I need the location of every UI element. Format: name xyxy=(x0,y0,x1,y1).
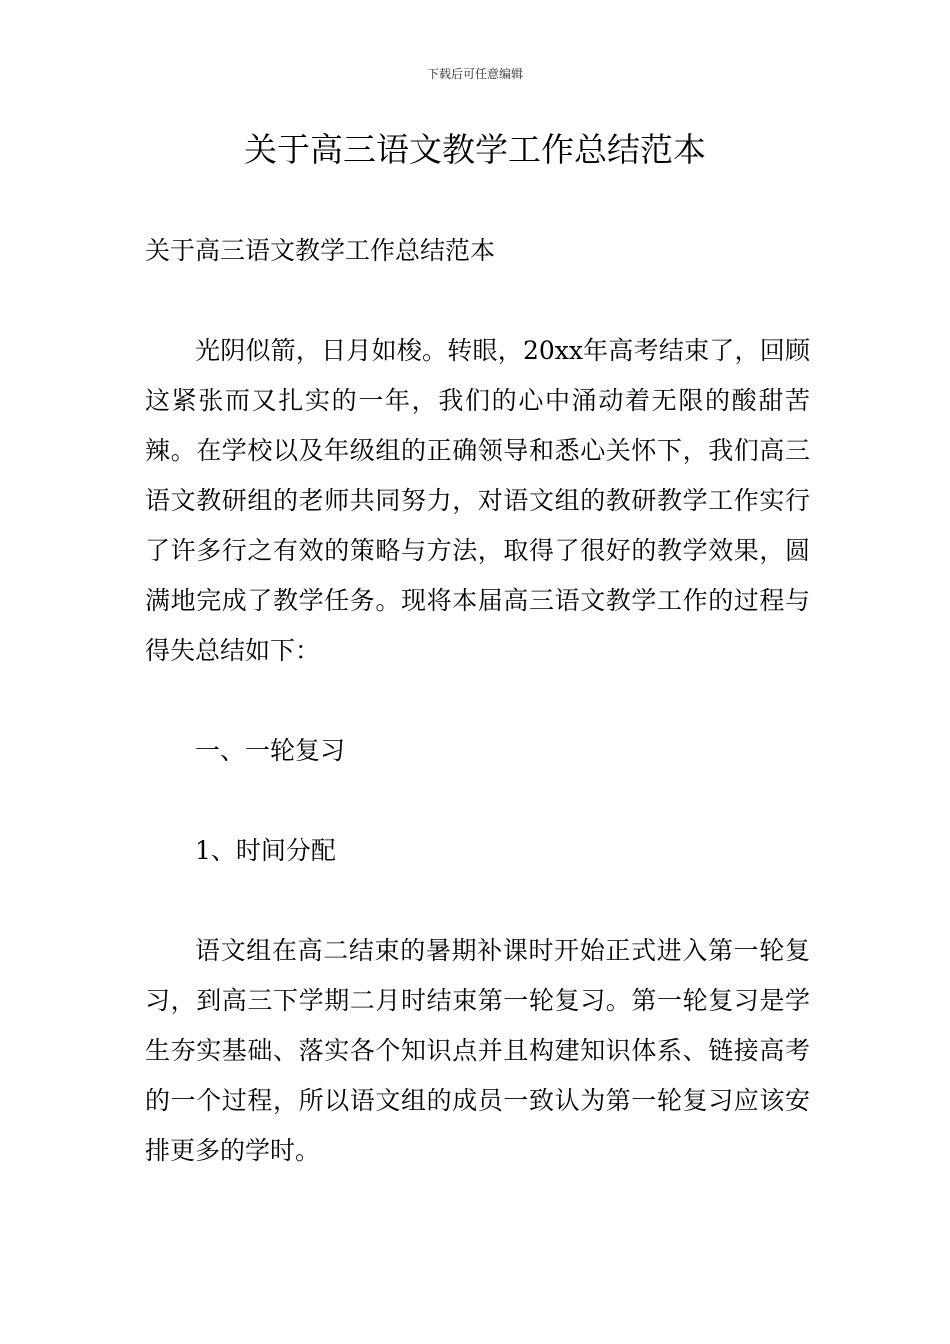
intro-paragraph: 光阴似箭，日月如梭。转眼，20xx年高考结束了，回顾这紧张而又扎实的一年，我们的心中涌动着无限的酸甜苦辣。在学校以及年级组的正确领导和悉心关怀下，我们高三语文教研组的老师共同努力，对语文组的教研教学工作实行了许多行之有效的策略与方法，取得了很好的教学效果，圆满地完成了教学任务。现将本届高三语文教学工作的过程与得失总结如下： xyxy=(145,336,810,665)
document-subtitle: 关于高三语文教学工作总结范本 xyxy=(145,236,496,265)
subsection-heading: 1、时间分配 xyxy=(195,836,336,865)
body-paragraph: 语文组在高二结束的暑期补课时开始正式进入第一轮复习，到高三下学期二月时结束第一轮复习。第一轮复习是学生夯实基础、落实各个知识点并且构建知识体系、链接高考的一个过程，所以语文组的成员一致认为第一轮复习应该安排更多的学时。 xyxy=(145,936,810,1165)
header-note: 下载后可任意编辑 xyxy=(426,67,523,81)
spacer xyxy=(145,776,810,826)
spacer xyxy=(145,276,810,326)
document-body xyxy=(145,226,810,1176)
spacer xyxy=(145,676,810,726)
section-heading: 一、一轮复习 xyxy=(195,736,346,765)
document-title: 关于高三语文教学工作总结范本 xyxy=(244,130,706,169)
spacer xyxy=(145,876,810,926)
